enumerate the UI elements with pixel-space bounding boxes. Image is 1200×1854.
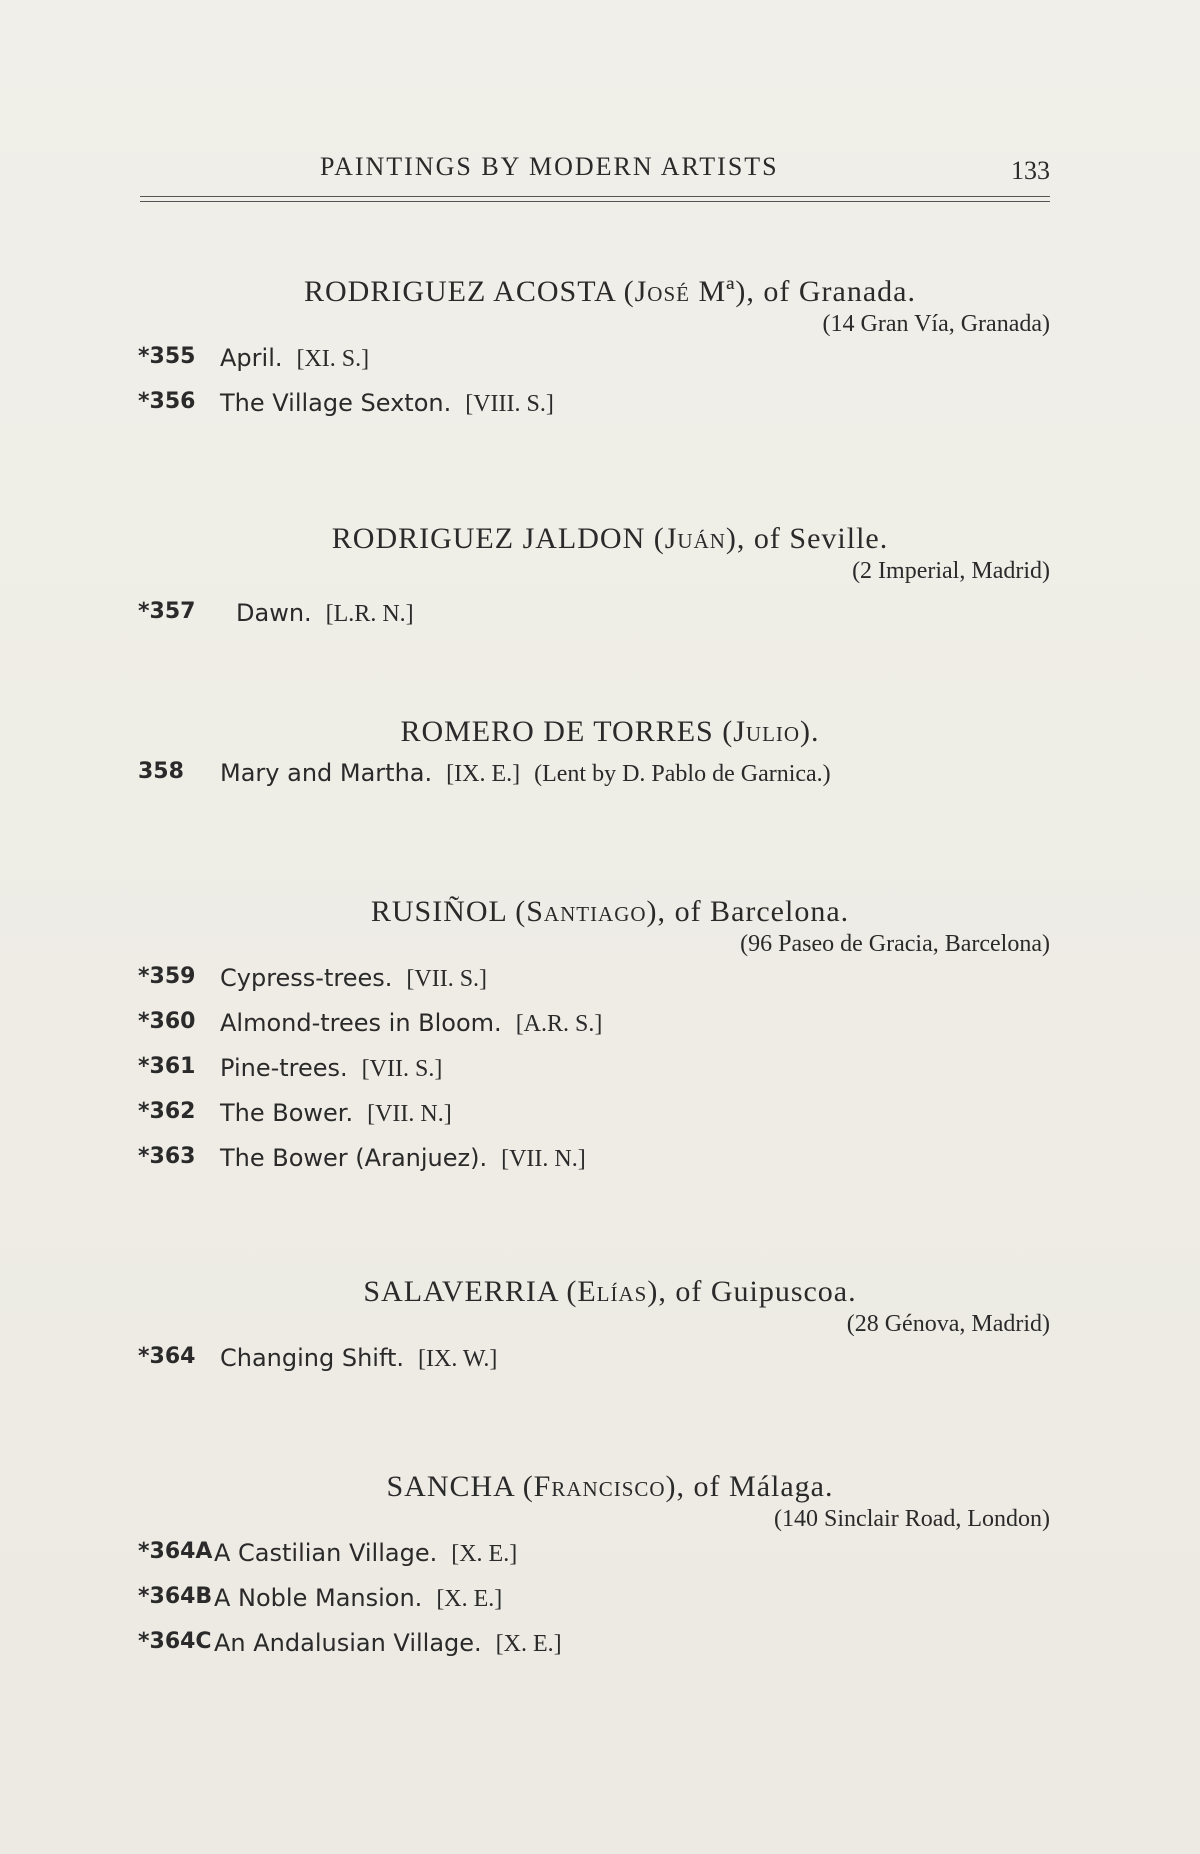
artist-origin: of Barcelona. [674,895,850,928]
artist-address: (140 Sinclair Road, London) [774,1506,1050,1532]
entry-number: *363 [138,1144,196,1169]
artist-heading [130,715,1050,749]
entry-number: *364 [138,1344,196,1369]
entry-room: [IX. E.] [446,761,521,787]
entry-title: Pine-trees. [220,1054,348,1082]
entry-title: Almond-trees in Bloom. [220,1009,502,1037]
entry-room: [VII. N.] [501,1146,586,1172]
artist-heading [130,895,1050,929]
entry-number: *361 [138,1054,196,1079]
artist-forename: (José Mª), [623,275,755,308]
entry-title: A Castilian Village. [214,1539,438,1567]
entry-room: [IX. W.] [418,1346,498,1372]
catalogue-entry [130,1539,1050,1584]
catalogue-entry [130,1584,1050,1629]
artist-origin: of Guipuscoa. [675,1275,857,1308]
catalogue-entry [130,389,1050,434]
entry-room: [VIII. S.] [465,391,554,417]
artist-section [130,895,1050,1189]
artist-forename: (Francisco), [522,1470,686,1503]
entry-room: [A.R. S.] [515,1011,603,1037]
artist-name: SALAVERRIA [363,1275,558,1308]
artist-heading [130,522,1050,556]
entry-title: Mary and Martha. [220,759,433,787]
catalogue-entry [130,1144,1050,1189]
page-number: 133 [1011,156,1050,185]
artist-address: (2 Imperial, Madrid) [852,558,1050,584]
entry-number: 358 [138,759,184,784]
artist-name: SANCHA [386,1470,515,1503]
lender-note: (Lent by D. Pablo de Garnica.) [534,761,831,787]
entry-title: Cypress-trees. [220,964,393,992]
artist-heading [130,1470,1050,1504]
entry-room: [L.R. N.] [325,601,414,627]
entry-number: *360 [138,1009,196,1034]
entry-room: [X. E.] [451,1541,518,1567]
catalogue-entry [130,344,1050,389]
artist-origin: of Granada. [763,275,916,308]
catalogue-entry [130,599,1050,644]
catalogue-entry [130,1099,1050,1144]
artist-forename: (Santiago), [515,895,667,928]
artist-section [130,522,1050,644]
entry-number: *364A [138,1539,213,1564]
artist-section [130,715,1050,804]
entry-number: *357 [138,599,196,624]
entry-title: The Bower. [220,1099,354,1127]
artist-name: RODRIGUEZ JALDON [331,522,646,555]
artist-forename: (Julio). [722,715,820,748]
artist-origin: of Málaga. [693,1470,834,1503]
entry-number: *364B [138,1584,213,1609]
entry-title: A Noble Mansion. [214,1584,423,1612]
entry-room: [XI. S.] [296,346,370,372]
catalogue-entry [130,1009,1050,1054]
entry-room: [VII. S.] [406,966,488,992]
artist-name: RUSIÑOL [370,895,507,928]
artist-heading [130,275,1050,309]
artist-origin: of Seville. [753,522,889,555]
artist-address: (14 Gran Vía, Granada) [822,311,1050,337]
entry-number: *362 [138,1099,196,1124]
artist-address: (96 Paseo de Gracia, Barcelona) [740,931,1050,957]
catalogue-entry [130,1629,1050,1674]
entry-number: *359 [138,964,196,989]
entry-number: *364C [138,1629,212,1654]
artist-address: (28 Génova, Madrid) [846,1311,1050,1337]
artist-section [130,275,1050,434]
artist-section [130,1470,1050,1674]
catalogue-entry [130,759,1050,804]
entry-title: Changing Shift. [220,1344,405,1372]
catalogue-entry [130,964,1050,1009]
artist-name: ROMERO DE TORRES [400,715,714,748]
entry-title: An Andalusian Village. [214,1629,482,1657]
running-head [120,152,1050,192]
entry-number: *355 [138,344,196,369]
entry-number: *356 [138,389,196,414]
entry-title: The Bower (Aranjuez). [220,1144,488,1172]
artist-forename: (Elías), [566,1275,667,1308]
catalogue-entry [130,1054,1050,1099]
entry-room: [X. E.] [495,1631,562,1657]
catalogue-entry [130,1344,1050,1389]
artist-forename: (Juán), [653,522,746,555]
entry-room: [X. E.] [436,1586,503,1612]
entry-title: The Village Sexton. [220,389,452,417]
entry-room: [VII. S.] [361,1056,443,1082]
entry-title: April. [220,344,283,372]
entry-room: [VII. N.] [367,1101,452,1127]
header-rule [140,196,1050,202]
artist-name: RODRIGUEZ ACOSTA [304,275,616,308]
entry-title: Dawn. [236,599,312,627]
page-title: PAINTINGS BY MODERN ARTISTS [320,152,779,181]
artist-heading [130,1275,1050,1309]
artist-section [130,1275,1050,1389]
